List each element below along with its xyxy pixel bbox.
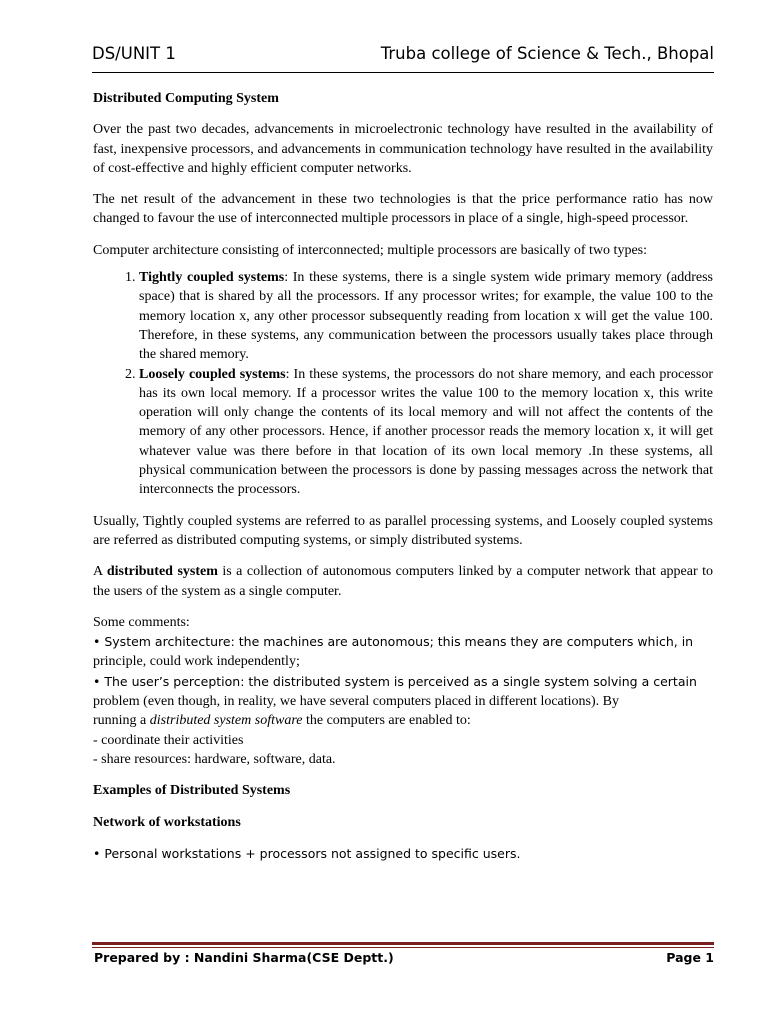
paragraph-5: [93, 562, 713, 601]
list-item-tightly-coupled: [139, 268, 713, 364]
heading-examples: Examples of Distributed Systems: [93, 783, 291, 799]
footer-rule-thin: [92, 947, 714, 948]
p5-bold: distributed system: [106, 564, 218, 580]
term-tightly-coupled: Tightly coupled systems: [139, 270, 285, 286]
desc-loosely-coupled: : In these systems, the processors do not share memory, and each processor has its own local memory. If a processor writes the value 100 to the memory location x, this write operation will only change the contents of its local memory and will not affect the contents of the memory of any other processors. Hence, if another processor reads the memory location x, it will get whatever value was there before in that location of its own local memory .In these systems, all physical communication between the processors is done by passing messages across the network that interconnects the processors.: [139, 366, 713, 498]
footer-page-number: Page 1: [666, 950, 714, 965]
list-item-loosely-coupled: [139, 365, 713, 500]
comments-heading: Some comments:: [93, 614, 190, 630]
comment-run-italic: distributed system software: [149, 713, 303, 729]
footer-rule-thick: [92, 942, 714, 945]
paragraph-4: Usually, Tightly coupled systems are referred to as parallel processing systems, and Loosely coupled systems are referred as distributed computing systems, or simply distributed systems.: [93, 513, 713, 548]
header-unit: DS/UNIT 1: [92, 44, 176, 63]
workstations-bullet: • Personal workstations + processors not assigned to specific users.: [93, 845, 521, 861]
term-loosely-coupled: Loosely coupled systems: [139, 366, 286, 382]
comment-dash-2: - share resources: hardware, software, data.: [93, 751, 336, 767]
comment-bullet-1: [93, 632, 713, 672]
comment-bullet-1-lead: • System architecture: the machines are autonomous; this means they are computers which, in: [93, 634, 694, 650]
comments-block: [93, 613, 713, 769]
comment-bullet-2-lead: • The user’s perception: the distributed system is perceived as a single system solving a certain: [93, 673, 697, 689]
comment-run-post: the computers are enabled to:: [302, 713, 471, 729]
comment-bullet-1-rest: principle, could work independently;: [93, 654, 300, 670]
comment-bullet-2-rest: problem (even though, in reality, we have several computers placed in different locations). By: [93, 694, 619, 710]
comment-run-pre: running a: [93, 713, 150, 729]
coupling-types-list: [93, 268, 713, 500]
p5-post: is a collection of autonomous computers linked by a computer network that appear to the users of the system as a single computer.: [93, 564, 713, 599]
paragraph-3: Computer architecture consisting of interconnected; multiple processors are basically of two types:: [93, 242, 647, 258]
header-college: Truba college of Science & Tech., Bhopal: [380, 44, 714, 63]
paragraph-2: The net result of the advancement in these two technologies is that the price performance ratio has now changed to favour the use of interconnected multiple processors in place of a single, high-speed processor.: [93, 192, 713, 227]
footer-author: Prepared by : Nandini Sharma(CSE Deptt.): [94, 950, 394, 965]
document-body: [93, 82, 713, 863]
comment-dash-1: - coordinate their activities: [93, 732, 244, 748]
header-rule: [92, 72, 714, 73]
page-header: [92, 38, 714, 68]
p5-pre: A: [93, 564, 107, 580]
page-footer: [92, 950, 714, 970]
comment-bullet-2: [93, 672, 713, 731]
paragraph-1: Over the past two decades, advancements in microelectronic technology have resulted in the availability of fast, inexpensive processors, and advancements in communication technology have resulted in the availability of cost-effective and highly efficient computer networks.: [93, 122, 713, 176]
heading-network-of-workstations: Network of workstations: [93, 814, 241, 830]
section-title: Distributed Computing System: [93, 91, 279, 106]
desc-tightly-coupled: : In these systems, there is a single system wide primary memory (address space) that is shared by all the processors. If any processor writes; for example, the value 100 to the memory location x, any other processor subsequently reading from location x will get the value 100. Therefore, in these systems, any communication between the processors usually takes place through the shared memory.: [139, 270, 713, 363]
